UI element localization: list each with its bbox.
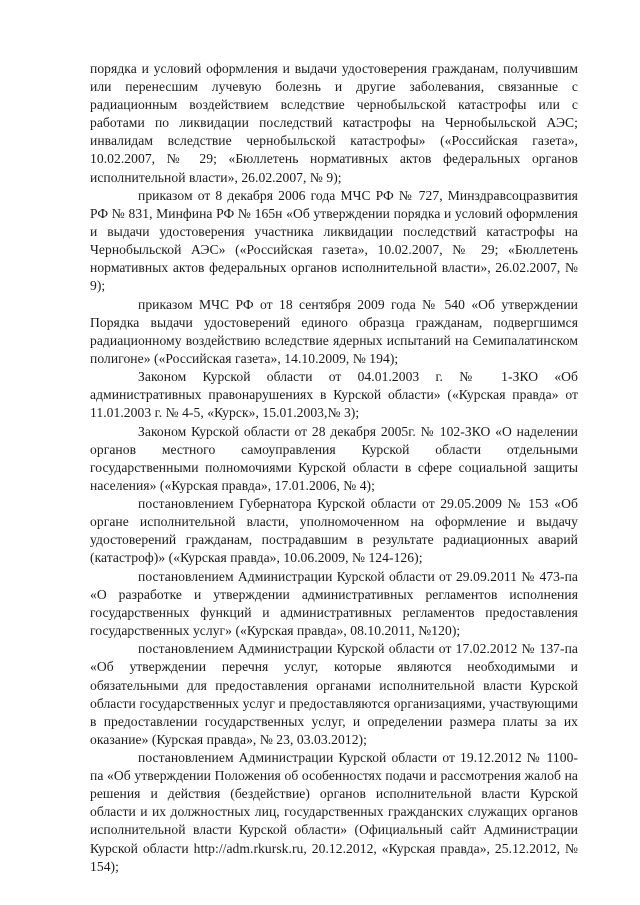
paragraph-continuation: порядка и условий оформления и выдачи удостоверения гражданам, получившим или перенесшим лучевую болезнь и другие заболевания, связанные с радиационным воздействием вследствие чернобыльской катастрофы или с работами по ликвидации последствий катастрофы на Чернобыльской АЭС; инвалидам вследствие чернобыльской катастрофы» («Российская газета», 10.02.2007, № 29; «Бюллетень нормативных актов федеральных органов исполнительной власти», 26.02.2007, № 9); [90,61,578,185]
paragraph-decree-1100-pa: постановлением Администрации Курской области от 19.12.2012 № 1100-па «Об утверждении Положения об особенностях подачи и рассмотрения жалоб на решения и действия (бездействие) органов исполнительной власти Курской области и их должностных лиц, государственных гражданских служащих органов исполнительной власти Курской области» (Официальный сайт Администрации Курской области http://adm.rkursk.ru, 20.12.2012, «Курская правда», 25.12.2012, № 154); [90,750,578,874]
paragraph-governor-decree-153: постановлением Губернатора Курской области от 29.05.2009 № 153 «Об органе исполнительной власти, уполномоченном на оформление и выдачу удостоверений гражданам, пострадавшим в результате радиационных аварий (катастроф)» («Курская правда», 10.06.2009, № 124-126); [90,496,578,566]
paragraph-decree-473-pa: постановлением Администрации Курской области от 29.09.2011 № 473-па «О разработке и утверждении административных регламентов исполнения государственных функций и административных регламентов предоставления государственных услуг» («Курская правда», 08.10.2011, №120); [90,568,578,639]
paragraph-order-727: приказом от 8 декабря 2006 года МЧС РФ № 727, Минздравсоцразвития РФ № 831, Минфина РФ № 165н «Об утверждении порядка и условий оформления и выдачи удостоверения участника ликвидации последствий катастрофы на Чернобыльской АЭС» («Российская газета», 10.02.2007, № 29; «Бюллетень нормативных актов федеральных органов исполнительной власти», 26.02.2007, № 9); [90,187,578,294]
document-body [90,60,578,876]
paragraph-law-102-zko: Законом Курской области от 28 декабря 2005г. № 102-ЗКО «О наделении органов местного самоуправления Курской области отдельными государственными полномочиями Курской области в сфере социальной защиты населения» («Курская правда», 17.01.2006, № 4); [90,423,578,493]
paragraph-order-540: приказом МЧС РФ от 18 сентября 2009 года № 540 «Об утверждении Порядка выдачи удостоверений единого образца гражданам, подвергшимся радиационному воздействию вследствие ядерных испытаний на Семипалатинском полигоне» («Российская газета», 14.10.2009, № 194); [90,296,578,366]
paragraph-law-1-zko: Законом Курской области от 04.01.2003 г. № 1-ЗКО «Об административных правонарушениях в Курской области» («Курская правда» от 11.01.2003 г. № 4-5, «Курск», 15.01.2003,№ 3); [90,369,578,421]
paragraph-decree-137-pa: постановлением Администрации Курской области от 17.02.2012 № 137-па «Об утверждении перечня услуг, которые являются необходимыми и обязательными для предоставления органами исполнительной власти Курской области государственных услуг и предоставляются организациями, участвующими в предоставлении государственных услуг, и определении размера платы за их оказание» (Курская правда», № 23, 03.03.2012); [90,641,578,747]
